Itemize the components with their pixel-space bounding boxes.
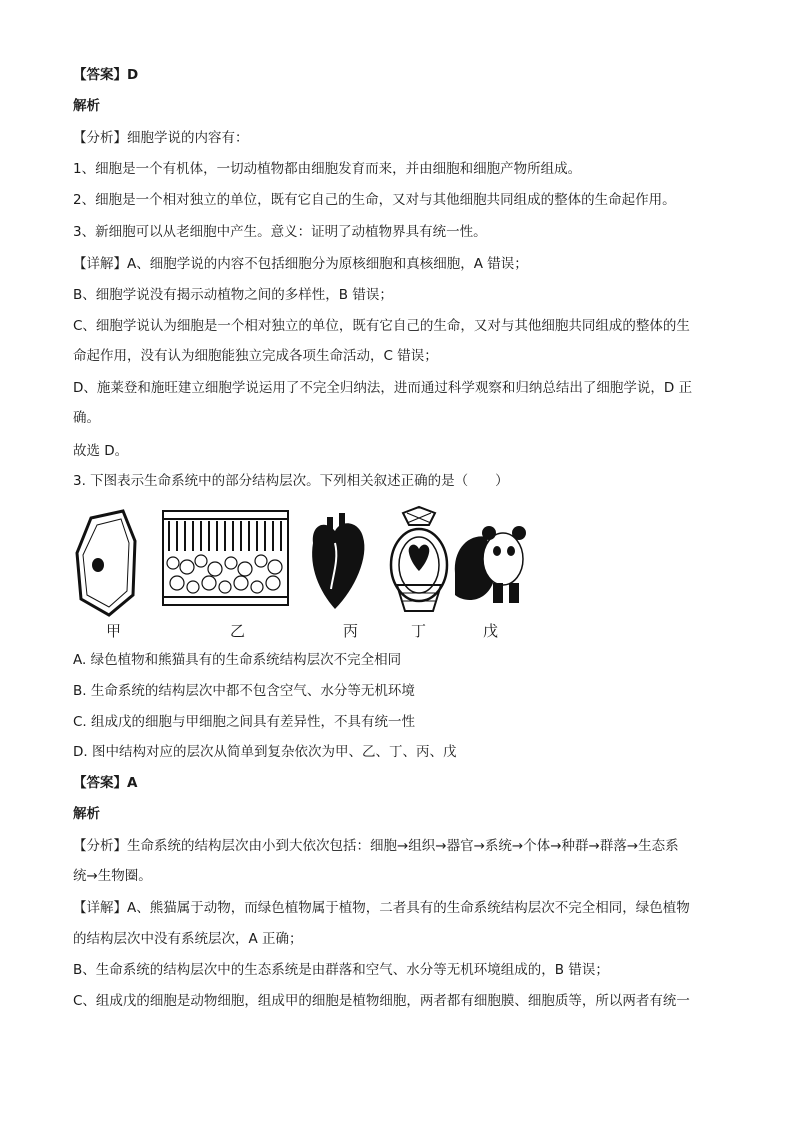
figure-label-yi: 乙 — [230, 622, 246, 640]
text-line: C、细胞学说认为细胞是一个相对独立的单位，既有它自己的生命，又对与其他细胞共同组成的整体的生 — [73, 318, 690, 334]
option-c: C. 组成戊的细胞与甲细胞之间具有差异性，不具有统一性 — [73, 714, 416, 730]
text-line: 命起作用，没有认为细胞能独立完成各项生命活动，C 错误； — [73, 348, 438, 364]
option-b: B. 生命系统的结构层次中都不包含空气、水分等无机环境 — [73, 683, 415, 699]
option-d: D. 图中结构对应的层次从简单到复杂依次为甲、乙、丁、丙、戊 — [73, 744, 457, 760]
text-line: B、细胞学说没有揭示动植物之间的多样性，B 错误； — [73, 287, 393, 303]
text-line: 统→生物圈。 — [73, 868, 152, 884]
text-line: D、施莱登和施旺建立细胞学说运用了不完全归纳法，进而通过科学观察和归纳总结出了细胞学说，D 正 — [73, 380, 693, 396]
answer-label: 【答案】D — [73, 67, 139, 83]
figure-label-ding: 丁 — [411, 622, 427, 640]
circulatory-system-drawing — [391, 507, 447, 611]
text-line: 【分析】细胞学说的内容有： — [73, 130, 249, 146]
heart-drawing — [312, 513, 364, 609]
text-line: 【详解】A、熊猫属于动物，而绿色植物属于植物，二者具有的生命系统结构层次不完全相同，绿色植物 — [73, 900, 690, 916]
analysis-heading: 解析 — [73, 806, 100, 822]
text-line: 3、新细胞可以从老细胞中产生。意义：证明了动植物界具有统一性。 — [73, 224, 487, 240]
analysis-heading: 解析 — [73, 98, 100, 114]
figure-label-wu: 戊 — [483, 622, 499, 640]
text-line: B、生命系统的结构层次中的生态系统是由群落和空气、水分等无机环境组成的，B 错误； — [73, 962, 609, 978]
text-line: 的结构层次中没有系统层次，A 正确； — [73, 931, 303, 947]
figure-label-jia: 甲 — [106, 622, 122, 640]
text-line: 1、细胞是一个有机体，一切动植物都由细胞发育而来，并由细胞和细胞产物所组成。 — [73, 161, 582, 177]
text-line: 【详解】A、细胞学说的内容不包括细胞分为原核细胞和真核细胞，A 错误； — [73, 256, 528, 272]
option-a: A. 绿色植物和熊猫具有的生命系统结构层次不完全相同 — [73, 652, 402, 668]
plant-cell-drawing — [77, 511, 135, 615]
text-line: 【分析】生命系统的结构层次由小到大依次包括：细胞→组织→器官→系统→个体→种群→群落→生态系 — [73, 838, 679, 854]
text-line: 故选 D。 — [73, 443, 129, 459]
structure-levels-figure — [73, 503, 543, 643]
figure-label-bing: 丙 — [343, 622, 359, 640]
text-line: C、组成戊的细胞是动物细胞，组成甲的细胞是植物细胞，两者都有细胞膜、细胞质等，所以两者有统一 — [73, 993, 690, 1009]
question-stem: 3. 下图表示生命系统中的部分结构层次。下列相关叙述正确的是（ ） — [73, 473, 509, 489]
answer-label: 【答案】A — [73, 775, 138, 791]
text-line: 2、细胞是一个相对独立的单位，既有它自己的生命，又对与其他细胞共同组成的整体的生命起作用。 — [73, 192, 676, 208]
figure-drawings — [73, 503, 543, 621]
panda-drawing — [455, 526, 526, 603]
text-line: 确。 — [73, 410, 100, 426]
leaf-tissue-drawing — [163, 511, 288, 605]
